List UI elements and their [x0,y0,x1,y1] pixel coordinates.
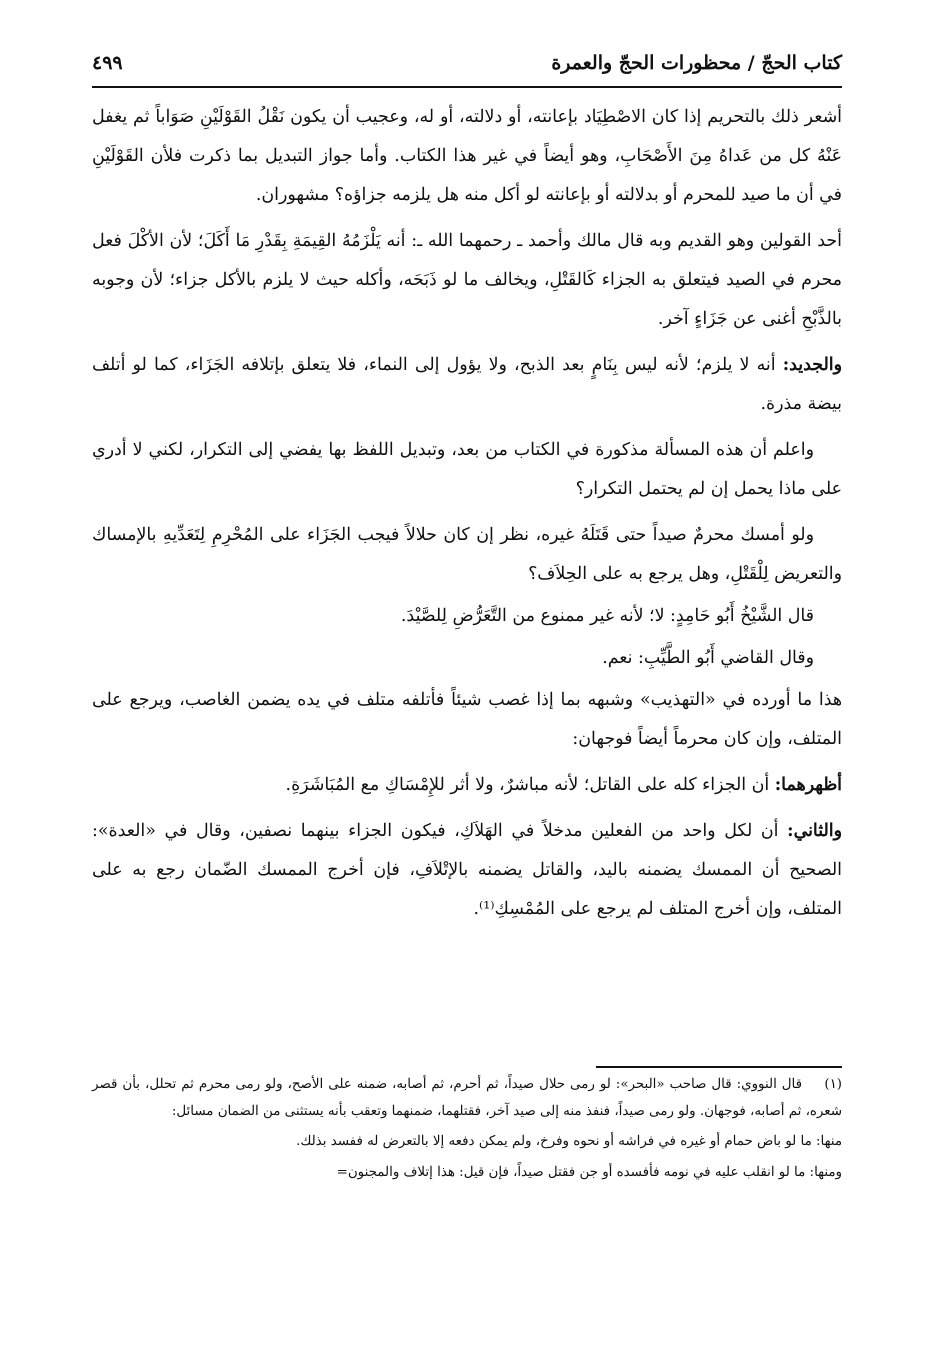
paragraph-text: واعلم أن هذه المسألة مذكورة في الكتاب من بعد، وتبديل اللفظ بها يفضي إلى التكرار، لكني لا أدري على ماذا يحمل إن لم يحتمل التكرار؟ [92,440,842,499]
footnote [92,1072,842,1129]
running-title: كتاب الحجّ / محظورات الحجّ والعمرة [551,52,842,74]
footnote-number: (١) [824,1077,842,1092]
paragraph-text: أن الجزاء كله على القاتل؛ لأنه مباشرٌ، ولا أثر للإِمْسَاكِ مع المُبَاشَرَةِ. [285,775,775,795]
paragraph-lead: أظهرهما: [774,775,842,795]
paragraph [92,812,842,936]
main-text [92,98,842,936]
paragraph-text: قال الشَّيْخُ أَبُو حَامِدٍ: لا؛ لأنه غير ممنوع من التَّعَرُّضِ لِلصَّيْدَ. [400,606,814,626]
paragraph-text: هذا ما أورده في «التهذيب» وشبهه بما إذا غصب شيئاً فأتلفه متلف في يده يضمن الغاصب، ويرجع على المتلف، وإن كان محرماً أيضاً فوجهان: [92,690,842,749]
paragraph [92,516,842,597]
paragraph [92,639,842,681]
footnote-text: منها: ما لو باض حمام أو غيره في فراشه أو نحوه وفرخ، ولم يمكن دفعه إلا بالتعرض له ففسد بذلك. [296,1134,842,1149]
footnote [92,1129,842,1160]
paragraph [92,597,842,639]
footnote [92,1160,842,1191]
paragraph-lead: والجديد: [782,355,842,375]
footnote-divider [596,1066,842,1068]
paragraph [92,766,842,812]
paragraph-text: وقال القاضي أَبُو الطَّيِّبِ: نعم. [602,648,814,668]
paragraph-text: أشعر ذلك بالتحريم إذا كان الاصْطِيَاد بإعانته، أو دلالته، أو له، وعجيب أن يكون نَقْلُ القَوْلَيْنِ صَوَاباً ثم يغفل عَنْهُ كل من عَداهُ مِنَ الأَصْحَابِ، وهو أيضاً في غير هذا الكتاب. وأما جواز التبديل بما ذكرت فلأن القَوْلَيْنِ في أن ما صيد للمحرم أو بدلالته أو بإعانته لو أكل منه هل يلزمه جزاؤه؟ مشهوران. [92,107,842,205]
header-divider [92,86,842,88]
paragraph-lead: والثاني: [787,821,842,841]
paragraph-text: أنه لا يلزم؛ لأنه ليس بِنَامٍ بعد الذبح، ولا يؤول إلى النماء، فلا يتعلق بإتلافه الجَزَاء، كما لو أتلف بيضة مذرة. [92,355,842,414]
footnotes [92,1072,842,1190]
paragraph [92,681,842,766]
paragraph-text: أن لكل واحد من الفعلين مدخلاً في الهَلاَكِ، فيكون الجزاء بينهما نصفين، وقال في «العدة»: الصحيح أن الممسك يضمنه باليد، والقاتل يضمنه بالإتْلاَفِ، فإن أخرج الممسك الضّمان رجع به على المتلف، وإن أخرج المتلف لم يرجع على المُمْسِكِ⁽¹⁾. [92,821,842,919]
paragraph [92,98,842,222]
paragraph [92,431,842,516]
page-header [92,40,842,86]
paragraph-text: أحد القولين وهو القديم وبه قال مالك وأحمد ـ رحمهما الله ـ: أنه يَلْزَمُهُ القِيمَةِ بِقَدْرِ مَا أَكَلَ؛ لأن الأكْلَ فعل محرم في الصيد فيتعلق به الجزاء كَالقَتْلِ، ويخالف ما لو ذَبَحَه، وأكله حيث لا يلزم بالأكل جزاء؛ لأن وجوبه بالذَّبْحِ أغنى عن جَزَاءٍ آخر. [92,231,842,329]
paragraph [92,222,842,346]
paragraph-text: ولو أمسك محرمٌ صيداً حتى قَتَلَهُ غيره، نظر إن كان حلالاً فيجب الجَزَاء على المُحْرِمِ لِتَعَدِّيهِ بالإمساك والتعريض لِلْقَتْلِ، وهل يرجع به على الحِلاَف؟ [92,525,842,584]
footnote-text: ومنها: ما لو انقلب عليه في نومه فأفسده أو جن فقتل صيداً، فإن قيل: هذا إتلاف والمجنون= [336,1164,842,1180]
paragraph [92,346,842,431]
footnote-text: قال النووي: قال صاحب «البحر»: لو رمى حلال صيداً، ثم أحرم، ثم أصابه، ضمنه على الأصح، ولو رمى محرم ثم تحلل، بأن قصر شعره، ثم أصابه، فوجهان. ولو رمى صيداً، فنفذ منه إلى صيد آخر، فقتلهما، ضمنهما وتعقب بأنه يستثنى من الضمان مسائل: [92,1077,842,1119]
page-number: ٤٩٩ [92,52,123,74]
